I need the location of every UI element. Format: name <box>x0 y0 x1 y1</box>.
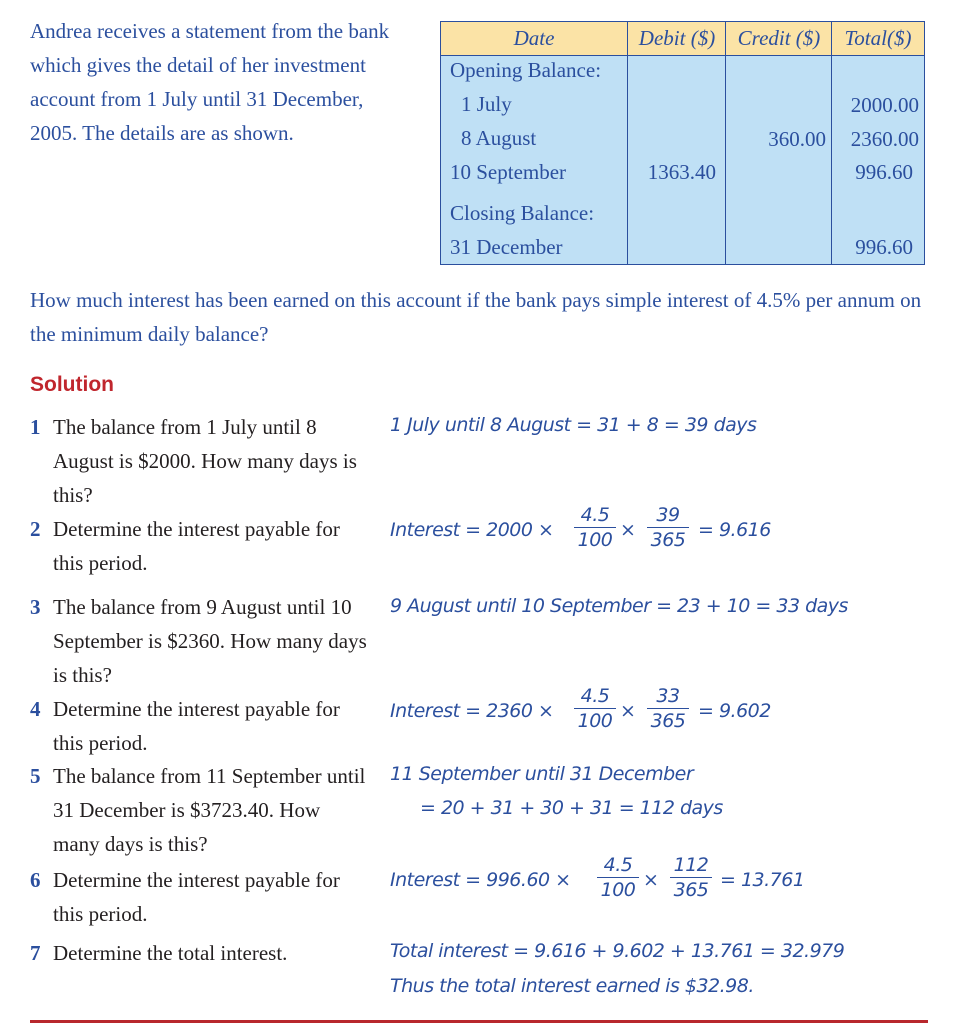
time-fraction <box>666 853 716 902</box>
step-number: 5 <box>30 764 41 788</box>
row-date: 1 July <box>461 92 512 116</box>
column-divider <box>627 22 628 264</box>
solution-step-7 <box>30 936 370 970</box>
times-sign: × <box>643 869 659 891</box>
fraction-numerator: 33 <box>656 685 680 707</box>
header-credit: Credit ($) <box>737 26 821 50</box>
time-fraction <box>643 684 693 733</box>
step-text: The balance from 11 September until 31 December is $3723.40. How many days is this? <box>53 764 366 856</box>
row-credit: 360.00 <box>768 127 826 151</box>
fraction-denominator: 100 <box>577 529 613 551</box>
fraction-numerator: 112 <box>673 854 709 876</box>
work-step-7-line-2: Thus the total interest earned is $32.98. <box>390 975 754 997</box>
solution-step-4 <box>30 692 370 760</box>
column-divider <box>725 22 726 264</box>
solution-step-5 <box>30 759 370 861</box>
solution-step-1 <box>30 410 370 512</box>
header-date: Date <box>513 26 555 50</box>
rate-fraction <box>570 684 620 733</box>
work-step-1: 1 July until 8 August = 31 + 8 = 39 days <box>390 414 757 436</box>
times-sign: × <box>620 700 636 722</box>
work-step-3: 9 August until 10 September = 23 + 10 = 33 days <box>390 595 848 617</box>
step-number: 2 <box>30 517 41 541</box>
step-number: 7 <box>30 941 41 965</box>
bank-statement-table <box>440 21 925 265</box>
interest-prefix: Interest = 2000 × <box>390 519 554 541</box>
header-total: Total($) <box>844 26 912 50</box>
step-text: Determine the interest payable for this period. <box>53 868 340 926</box>
step-text: Determine the interest payable for this period. <box>53 697 340 755</box>
step-number: 6 <box>30 868 41 892</box>
solution-step-3 <box>30 590 370 692</box>
interest-prefix: Interest = 2360 × <box>390 700 554 722</box>
opening-balance-label: Opening Balance: <box>450 58 602 82</box>
row-total: 2360.00 <box>850 127 919 151</box>
column-divider <box>831 22 832 264</box>
solution-step-6 <box>30 863 370 931</box>
fraction-denominator: 365 <box>673 879 709 901</box>
rate-fraction <box>593 853 643 902</box>
closing-total: 996.60 <box>855 235 913 259</box>
row-date: 8 August <box>461 126 537 150</box>
work-step-5-line-2: = 20 + 31 + 30 + 31 = 112 days <box>420 797 723 819</box>
header-debit: Debit ($) <box>638 26 716 50</box>
interest-result: = 9.602 <box>698 700 771 722</box>
closing-balance-label: Closing Balance: <box>450 201 595 225</box>
interest-prefix: Interest = 996.60 × <box>390 869 571 891</box>
row-total: 2000.00 <box>850 93 919 117</box>
interest-result: = 9.616 <box>698 519 771 541</box>
statement-header-row <box>441 22 924 56</box>
step-number: 1 <box>30 415 41 439</box>
row-date: 10 September <box>450 160 567 184</box>
question-text: How much interest has been earned on this account if the bank pays simple interest of 4.5% per annum on the minimum daily balance? <box>30 288 922 346</box>
statement-body <box>441 56 924 264</box>
fraction-denominator: 365 <box>650 529 686 551</box>
interest-result: = 13.761 <box>720 869 805 891</box>
fraction-denominator: 100 <box>577 710 613 732</box>
step-text: The balance from 9 August until 10 September is $2360. How many days is this? <box>53 595 367 687</box>
rate-fraction <box>570 503 620 552</box>
fraction-numerator: 4.5 <box>603 854 633 876</box>
closing-date: 31 December <box>450 235 563 259</box>
fraction-denominator: 365 <box>650 710 686 732</box>
step-text: The balance from 1 July until 8 August is $2000. How many days is this? <box>53 415 357 507</box>
work-step-5-line-1: 11 September until 31 December <box>390 763 694 785</box>
step-text: Determine the total interest. <box>53 941 288 965</box>
fraction-denominator: 100 <box>600 879 636 901</box>
times-sign: × <box>620 519 636 541</box>
bottom-divider <box>30 1020 928 1023</box>
solution-heading: Solution <box>30 373 114 396</box>
row-debit: 1363.40 <box>647 160 716 184</box>
fraction-numerator: 4.5 <box>580 685 610 707</box>
intro-paragraph: Andrea receives a statement from the bank which gives the detail of her investment account from 1 July until 31 December, 2005. The details are as shown. <box>30 19 390 145</box>
step-number: 4 <box>30 697 41 721</box>
time-fraction <box>643 503 693 552</box>
work-step-7-line-1: Total interest = 9.616 + 9.602 + 13.761 = 32.979 <box>390 940 845 962</box>
row-total: 996.60 <box>855 160 913 184</box>
step-text: Determine the interest payable for this period. <box>53 517 340 575</box>
solution-step-2 <box>30 512 370 580</box>
fraction-numerator: 4.5 <box>580 504 610 526</box>
step-number: 3 <box>30 595 41 619</box>
fraction-numerator: 39 <box>656 504 680 526</box>
